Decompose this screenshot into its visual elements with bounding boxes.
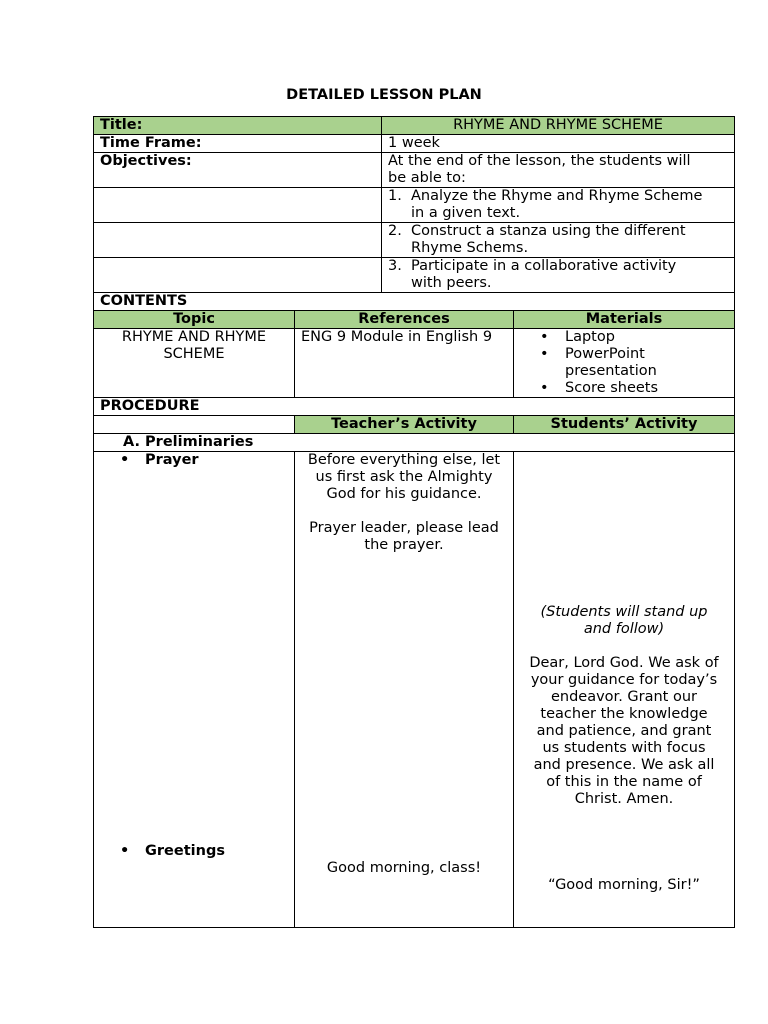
objective-item: 2. Construct a stanza using the different Rhyme Schems.: [382, 223, 735, 258]
procedure-heading: PROCEDURE: [94, 398, 735, 416]
procedure-header-row: [94, 416, 735, 434]
topic-header: Topic: [94, 311, 295, 329]
references-header: References: [295, 311, 514, 329]
title-row: [94, 117, 735, 135]
objective-row: [94, 223, 735, 258]
objectives-intro: At the end of the lesson, the students will be able to:: [382, 153, 735, 188]
time-frame-value: 1 week: [382, 135, 735, 153]
student-prayer: Dear, Lord God. We ask of your guidance for today’s endeavor. Grant our teacher the knowledge and patience, and grant us students with focus and presence. We ask all of this in the name of Christ. Amen.: [529, 655, 719, 807]
list-item: • Score sheets: [540, 380, 659, 396]
lesson-plan-table: [93, 116, 735, 928]
objective-row: [94, 258, 735, 293]
title-label: Title:: [94, 117, 382, 135]
students-activity-cell: (Students will stand up and follow) Dear, Lord God. We ask of your guidance for today’s endeavor. Grant our teacher the knowledge and patience, and grant us students with focus and presence. We ask all of this in the name of Christ. Amen. “Good morning, Sir!”: [514, 452, 735, 928]
procedure-heading-row: [94, 398, 735, 416]
list-item: • PowerPoint presentation: [540, 346, 657, 379]
teacher-activity-header: Teacher’s Activity: [295, 416, 514, 434]
time-frame-row: [94, 135, 735, 153]
references-cell: ENG 9 Module in English 9: [295, 329, 514, 398]
document-title: DETAILED LESSON PLAN: [286, 87, 482, 103]
list-item: • Laptop: [540, 329, 615, 345]
teacher-activity-cell: Before everything else, let us first ask the Almighty God for his guidance. Prayer leader, please lead the prayer. Good morning, class!: [295, 452, 514, 928]
preliminaries-row: [94, 434, 735, 452]
activity-cell: [94, 452, 295, 928]
contents-row: [94, 329, 735, 398]
objectives-row: [94, 153, 735, 188]
greetings-item: • Greetings: [120, 843, 225, 859]
prayer-item: • Prayer: [120, 452, 199, 468]
title-value: RHYME AND RHYME SCHEME: [382, 117, 735, 135]
objective-row: [94, 188, 735, 223]
materials-cell: [514, 329, 735, 398]
objective-item: 1. Analyze the Rhyme and Rhyme Scheme in a given text.: [382, 188, 735, 223]
materials-header: Materials: [514, 311, 735, 329]
time-frame-label: Time Frame:: [94, 135, 382, 153]
contents-heading: CONTENTS: [94, 293, 735, 311]
topic-cell: RHYME AND RHYME SCHEME: [94, 329, 295, 398]
preliminaries-heading: A. Preliminaries: [94, 434, 735, 452]
objectives-label: Objectives:: [94, 153, 382, 188]
contents-heading-row: [94, 293, 735, 311]
objective-item: 3. Participate in a collaborative activity with peers.: [382, 258, 735, 293]
contents-header-row: [94, 311, 735, 329]
procedure-row: [94, 452, 735, 928]
students-activity-header: Students’ Activity: [514, 416, 735, 434]
